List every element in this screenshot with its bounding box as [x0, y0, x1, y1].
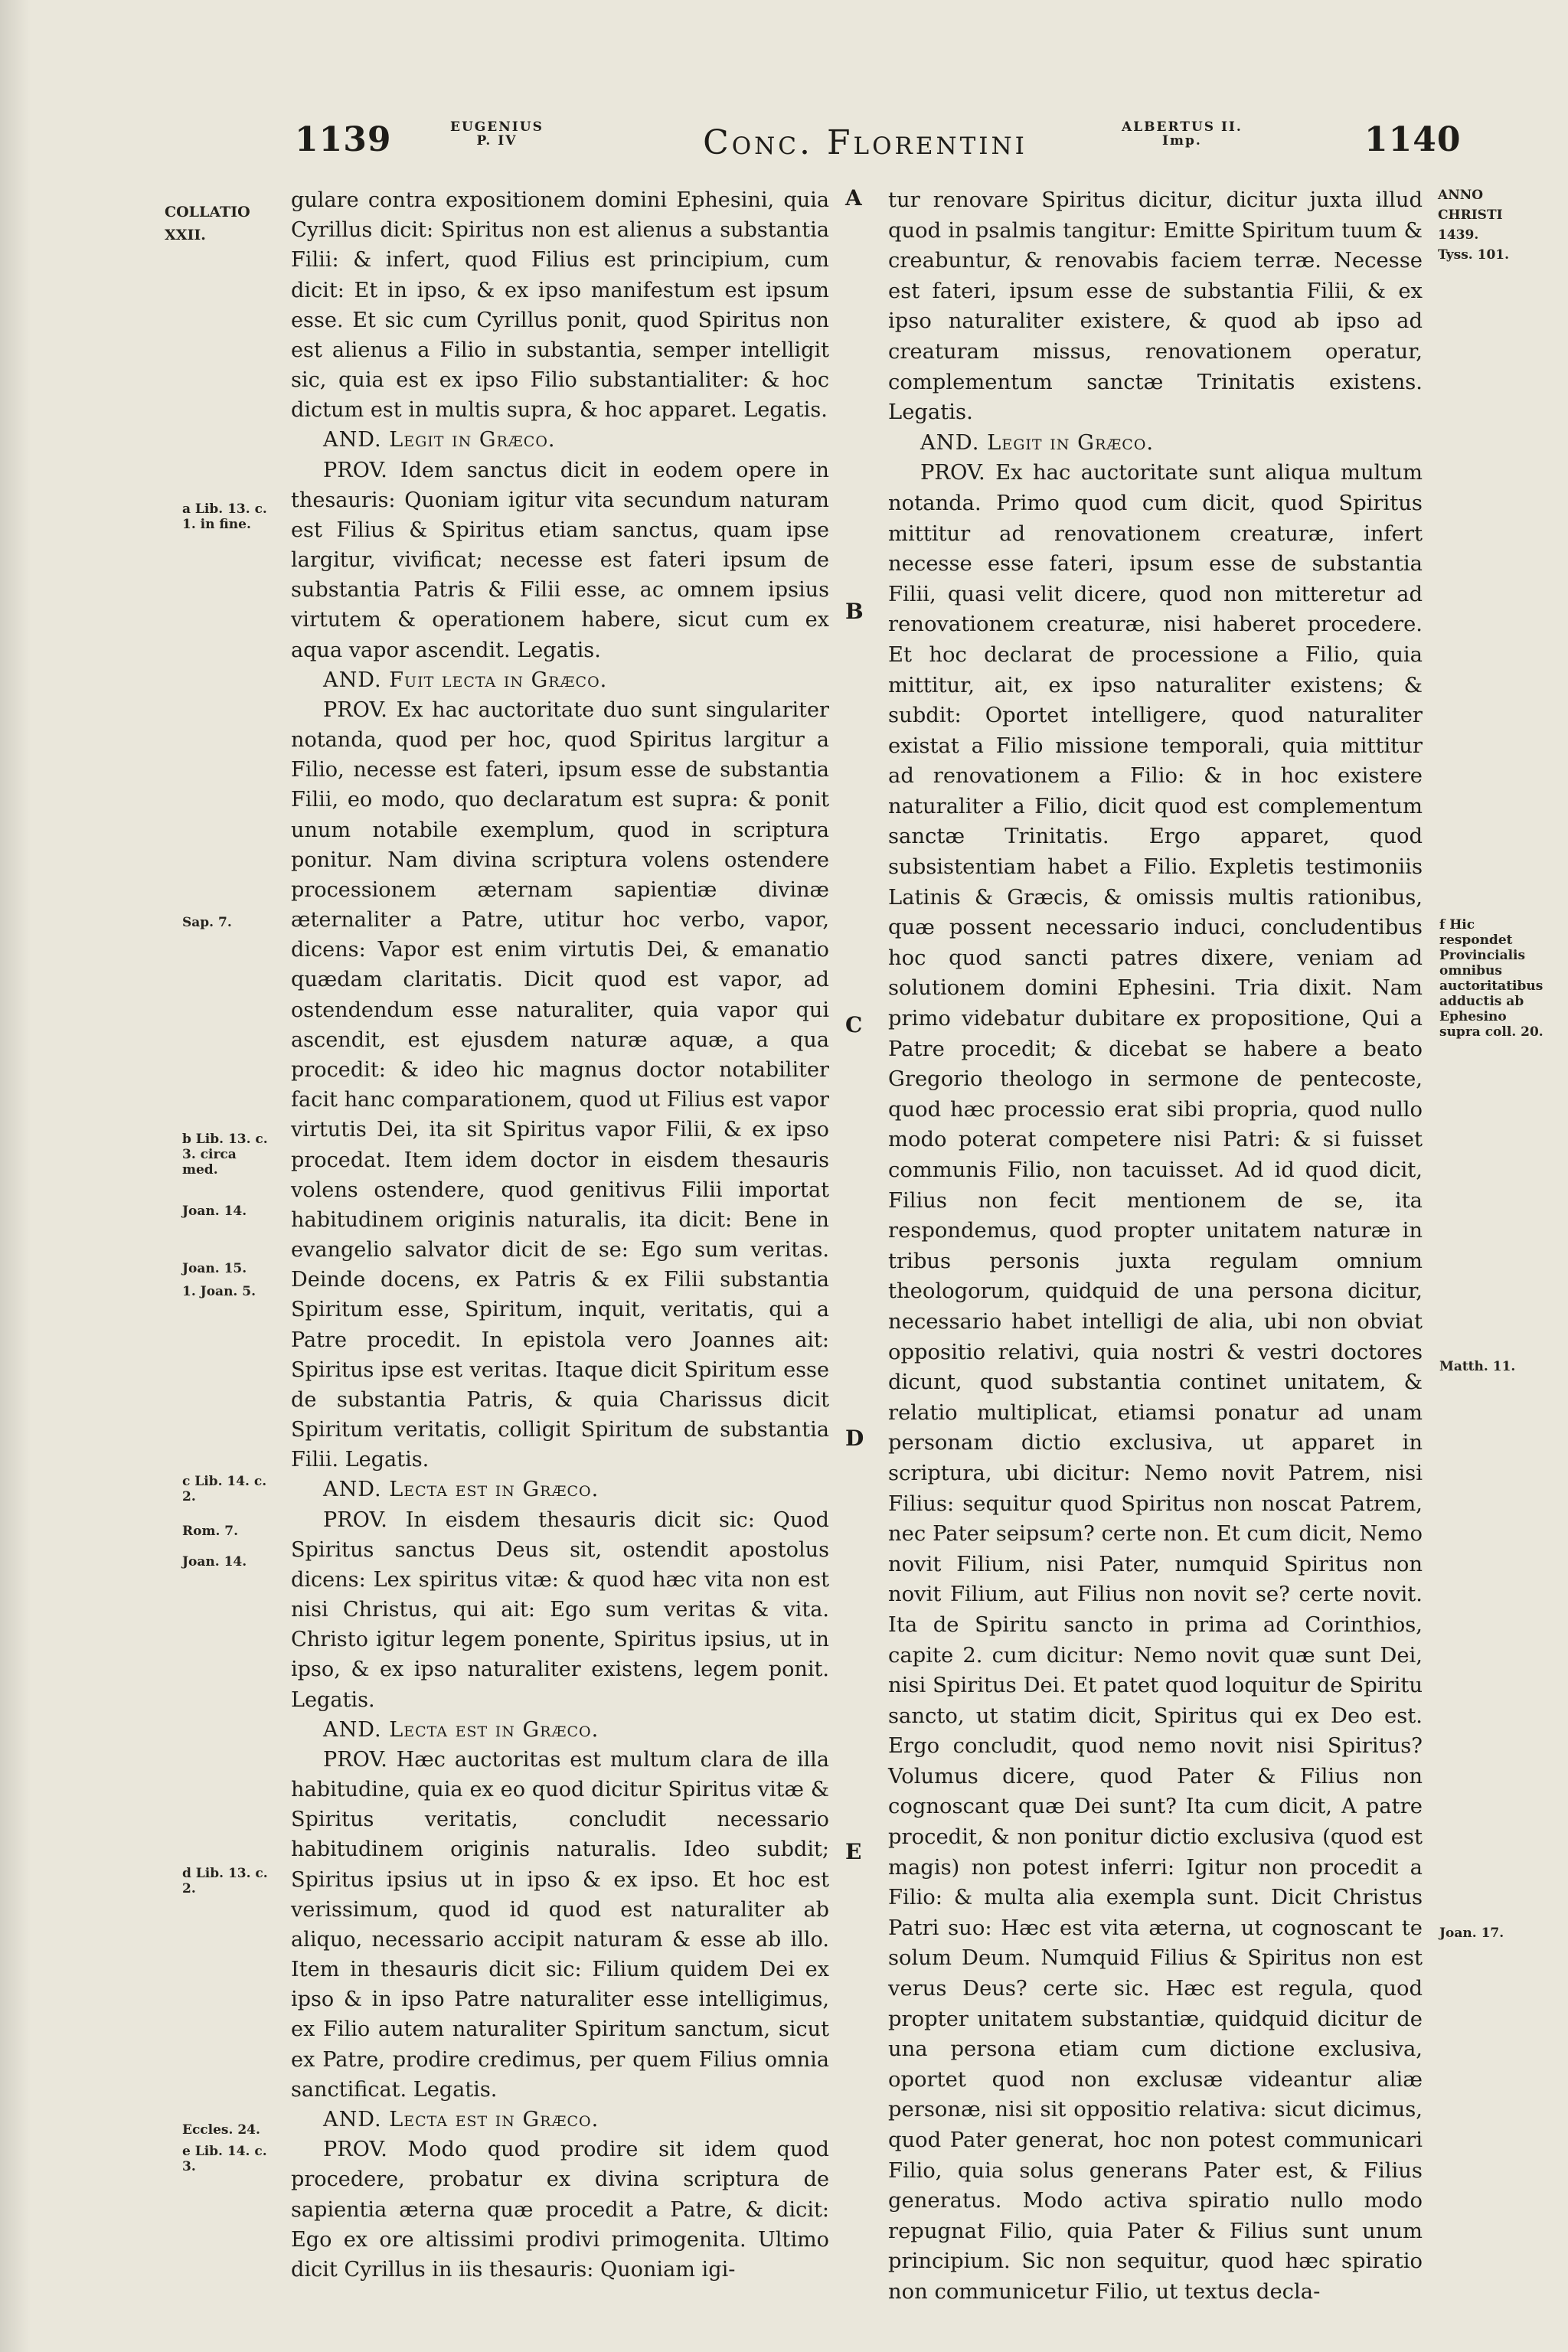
running-head-left-line1: EUGENIUS — [450, 119, 544, 135]
page-number-right: 1140 — [1364, 120, 1462, 159]
collatio-label — [165, 201, 256, 247]
section-letter-a: A — [845, 185, 862, 211]
paragraph: tur renovare Spiritus dicitur, dicitur juxta illud quod in psalmis tangitur: Emitte Spiritum tuum & creabuntur, & renovabis faciem terræ. Necesse est fateri, ipsum esse de substantia Filii, & ex ipso naturaliter existere, & quod ab ipso ad creaturam missus, renovationem operatur, complementum sanctæ Trinitatis existens. Legatis. — [888, 188, 1423, 425]
paragraph: AND. Lecta est in Græco. — [323, 1478, 599, 1502]
margin-note-left: Joan. 14. — [182, 1554, 247, 1570]
margin-note-left: c Lib. 14. c. 2. — [182, 1474, 267, 1504]
paragraph: AND. Legit in Græco. — [920, 430, 1155, 455]
section-letter-b: B — [845, 599, 864, 624]
paragraph: AND. Fuit lecta in Græco. — [323, 668, 608, 692]
page-header — [0, 115, 1568, 176]
margin-note-right: Joan. 17. — [1439, 1926, 1504, 1941]
running-head-left-line2: P. IV — [476, 132, 518, 149]
margin-note-left: 1. Joan. 5. — [182, 1284, 256, 1299]
anno-christi-note — [1438, 185, 1553, 265]
left-column-text — [291, 185, 829, 2285]
margin-note-left: d Lib. 13. c. 2. — [182, 1866, 268, 1896]
margin-note-left: Eccles. 24. — [182, 2122, 260, 2138]
right-column-text — [888, 185, 1423, 2308]
running-head-right-line2: Imp. — [1162, 132, 1202, 149]
paragraph: PROV. Modo quod prodire sit idem quod procedere, probatur ex divina scriptura de sapientia æterna quæ procedit a Patre, & dicit: Ego ex ore altissimi prodivi primogenita. Ultimo dicit Cyrillus in iis thesauris: Quoniam igi- — [291, 2138, 829, 2282]
running-head-right — [1122, 121, 1243, 149]
left-edge-shadow — [0, 0, 31, 2352]
margin-note-left: Joan. 15. — [182, 1261, 247, 1276]
paragraph: PROV. Idem sanctus dicit in eodem opere in thesauris: Quoniam igitur vita secundum naturam est Filius & Spiritus etiam sanctus, quam ipse largitur, vivificat; necesse est fateri ipsum de substantia Patris & Filii esse, ac omnem ipsius virtutem & operationem habere, sicut cum ex aqua vapor ascendit. Legatis. — [291, 458, 829, 662]
margin-note-left: Sap. 7. — [182, 915, 232, 930]
section-letter-d: D — [845, 1426, 864, 1451]
paragraph: PROV. Hæc auctoritas est multum clara de illa habitudine, quia ex eo quod dicitur Spiritus vitæ & Spiritus veritatis, concludit necessario habitudinem originis naturalis. Ideo subdit; Spiritus ipsius ut in ipso & ex ipso. Et hoc est verissimum, quod id quod est naturaliter ab aliquo, necessario accipit naturam & esse ab illo. Item in thesauris dicit sic: Filium quidem Dei ex ipso & in ipso Patre naturaliter esse intelligimus, ex Filio autem naturaliter Spiritum sanctum, sicut ex Patre, prodire credimus, per quem Filius omnia sanctificat. Legatis. — [291, 1747, 829, 2102]
running-head-right-line1: ALBERTUS II. — [1122, 119, 1243, 135]
section-letter-e: E — [845, 1839, 862, 1864]
anno-word: ANNO — [1438, 188, 1484, 203]
margin-note-left: b Lib. 13. c. 3. circa med. — [182, 1132, 268, 1178]
paragraph: PROV. Ex hac auctoritate sunt aliqua multum notanda. Primo quod cum dicit, quod Spiritus mittitur ad renovationem creaturæ, infert necesse esse fateri, ipsum esse de substantia Filii, quasi velit dicere, quod non mitteretur ad renovationem creaturæ, nisi haberet procedere. Et hoc declarat de processione a Filio, quia mittitur, ait, ex ipso naturaliter existens; & subdit: Oportet intelligere, quod naturaliter existat a Filio missione temporali, quia mittitur ad renovationem a Filio: & in hoc existere naturaliter a Filio, dicit quod est complementum sanctæ Trinitatis. Ergo apparet, quod subsistentiam habet a Filio. Expletis testimoniis Latinis & Græcis, & omissis multis rationibus, quæ possent necessario induci, concludentibus hoc quod sancti patres dixere, veniam ad solutionem domini Ephesini. Tria dixit. Nam primo videbatur dubitare ex propositione, Qui a Patre procedit; & dicebat se habere a beato Gregorio theologo in sermone de pentecoste, quod hæc processio erat sibi propria, quod nullo modo poterat competere nisi Patri: & si fuisset communis Filio, non tacuisset. Ad id quod dicit, Filius non fecit mentionem de se, ita respondemus, quod propter unitatem naturæ in tribus personis juxta regulam omnium theologorum, quidquid de una persona dicitur, necessario habet intelligi de alia, ubi non obviat oppositio relativi, quia nostri & vestri doctores dicunt, quod substantia continet unitatem, & relatio multiplicat, etiamsi ponatur ad unam personam dictio exclusiva, ut apparet in scriptura, ubi dicitur: Nemo novit Patrem, nisi Filius: sequitur quod Spiritus non noscat Patrem, nec Pater seipsum? certe non. Et cum dicit, Nemo novit Filium, nisi Pater, numquid Spiritus non novit Filium, aut Filius non novit se? certe novit. Ita de Spiritu sancto in prima ad Corinthios, capite 2. cum dicitur: Nemo novit quæ sunt Dei, nisi Spiritus Dei. Et patet quod loquitur de Spiritu sancto, ut statim dicit, Spiritus qui ex Deo est. Ergo concludit, quod nemo novit nisi Spiritus? Volumus dicere, quod Pater & Filius non cognoscant quæ Dei sunt? Ita cum dicit, A patre procedit, & non ponitur dictio exclusiva (quod est magis) non potest inferri: Igitur non procedit a Filio: & multa alia exempla sunt. Dicit Christus Patri suo: Hæc est vita æterna, ut cognoscant te solum Deum. Numquid Filius & Spiritus non est verus Deus? certe sic. Hæc est regula, quod propter unitatem substantiæ, quidquid dicitur de una persona etiam cum dictione exclusiva, oportet quod non exclusæ videantur aliæ personæ, nisi sit oppositio relativa: sicut dicimus, quod Pater generat, hoc non potest communicari Filio, quia solus generans Pater est, & Filius generatus. Modo activa spiratio nullo modo repugnat Filio, quia Pater & Filius sunt unum principium. Sic non sequitur, quod hæc spiratio non communicetur Filio, ut textus decla- — [888, 461, 1423, 2304]
margin-note-left: e Lib. 14. c. 3. — [182, 2144, 267, 2174]
collatio-word: COLLATIO — [165, 204, 250, 220]
anno-reference: Tyss. 101. — [1438, 247, 1510, 263]
margin-note-right: f Hic respondet Provincialis omnibus auctoritatibus adductis ab Ephesino supra coll. 20. — [1439, 917, 1544, 1040]
paragraph: AND. Legit in Græco. — [323, 428, 556, 452]
running-head-left — [450, 121, 544, 149]
paragraph: AND. Lecta est in Græco. — [323, 1717, 599, 1742]
paragraph: PROV. Ex hac auctoritate duo sunt singulariter notanda, quod per hoc, quod Spiritus largitur a Filio, necesse est fateri, ipsum esse de substantia Filii, eo modo, quo declaratum est supra: & ponit unum notabile exemplum, quod in scriptura ponitur. Nam divina scriptura volens ostendere processionem æternam sapientiæ divinæ æternaliter a Patre, utitur hoc verbo, vapor, dicens: Vapor est enim virtutis Dei, & emanatio quædam claritatis. Dicit quod est vapor, ad ostendendum esse naturaliter, quia vapor qui ascendit, est ejusdem naturæ aquæ, a qua procedit: & ideo hic magnus doctor notabiliter facit hanc comparationem, quod ut Filius est vapor virtutis Dei, ita sit Spiritus vapor Filii, & ex ipso procedat. Item idem doctor in eisdem thesauris volens ostendere, quod genitivus Filii importat habitudinem originis naturalis, ita dicit: Bene in evangelio salvator dicit de se: Ego sum veritas. Deinde docens, ex Patris & ex Filii substantia Spiritum esse, Spiritum, inquit, veritatis, qui a Patre procedit. In epistola vero Joannes ait: Spiritus ipse est veritas. Itaque dicit Spiritum esse de substantia Patris, & quia Charissus dicit Spiritum veritatis, colligit Spiritum de substantia Filii. Legatis. — [291, 697, 829, 1472]
margin-note-right: Matth. 11. — [1439, 1359, 1516, 1374]
paragraph: gulare contra expositionem domini Ephesini, quia Cyrillus dicit: Spiritus non est alienus a substantia Filii: & infert, quod Filius est principium, cum dicit: Et in ipso, & ex ipso manifestum est ipsum esse. Et sic cum Cyrillus ponit, quod Spiritus non est alienus a Filio in substantia, semper intelligit sic, quia est ex ipso Filio substantialiter: & hoc dictum est in multis supra, & hoc apparet. Legatis. — [291, 188, 829, 423]
margin-note-left: Joan. 14. — [182, 1204, 247, 1219]
margin-note-left: Rom. 7. — [182, 1524, 239, 1539]
paragraph: PROV. In eisdem thesauris dicit sic: Quod Spiritus sanctus Deus sit, ostendit apostolus dicens: Lex spiritus vitæ: & quod hæc vita non est nisi Christus, qui ait: Ego sum veritas & vita. Christo igitur legem ponente, Spiritus ipsius, ut in ipso, & ex ipso naturaliter existens, legem ponit. Legatis. — [291, 1508, 829, 1712]
anno-year: 1439. — [1438, 227, 1479, 243]
running-title: Conc. Florentini — [703, 123, 1027, 162]
paragraph: AND. Lecta est in Græco. — [323, 2108, 599, 2132]
section-letter-c: C — [845, 1012, 863, 1037]
christi-word: CHRISTI — [1438, 207, 1503, 223]
margin-note-left: a Lib. 13. c. 1. in fine. — [182, 501, 267, 532]
page-number-left: 1139 — [295, 120, 392, 159]
collatio-number: XXII. — [165, 227, 206, 243]
